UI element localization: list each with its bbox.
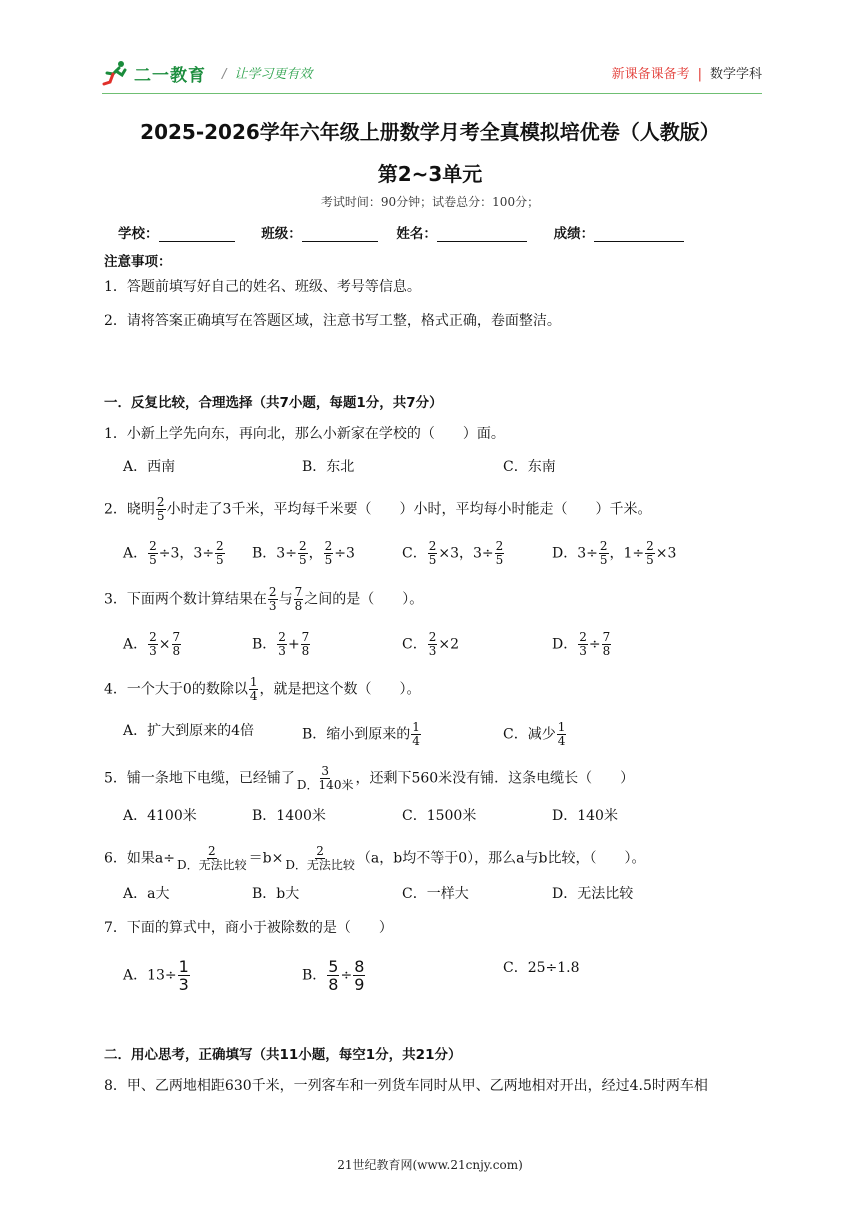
student-info-fields <box>118 222 684 242</box>
logo-text: 二一教育 <box>134 65 206 86</box>
q2-option-a[interactable]: A． $\frac{2}{5}$ ÷3，3÷ $\frac{2}{5}$ <box>123 539 224 567</box>
q4-option-c[interactable]: C．减少 $\frac{1}{4}$ <box>503 720 566 748</box>
page-header <box>102 58 762 88</box>
school-blank[interactable] <box>159 227 235 242</box>
q4-option-b[interactable]: B．缩小到原来的 $\frac{1}{4}$ <box>302 720 420 748</box>
q1-option-a[interactable]: A．西南 <box>123 459 176 475</box>
q3-option-a[interactable]: A． $\frac{2}{3}$ × $\frac{7}{8}$ <box>123 630 181 658</box>
score-label: 成绩： <box>553 226 595 242</box>
question-4: 4．一个大于0的数除以 $\frac{1}{4}$ ，就是把这个数（ ）。 <box>104 675 421 703</box>
q6-option-d[interactable]: D．无法比较 <box>552 886 634 902</box>
score-blank[interactable] <box>594 227 684 242</box>
q2-option-d[interactable]: D．3÷ $\frac{2}{5}$ ，1÷ $\frac{2}{5}$ ×3 <box>552 539 677 567</box>
q6-option-c[interactable]: C．一样大 <box>402 886 469 902</box>
name-blank[interactable] <box>437 227 527 242</box>
question-3: 3．下面两个数计算结果在 $\frac{2}{3}$ 与 $\frac{7}{8}$ 之间的是（ ）。 <box>104 585 424 613</box>
question-5: 5．铺一条地下电缆，已经铺了 $\frac{3}{\text{D．140米}}$ ，还剩下560米没有铺．这条电缆长（ ） <box>104 764 635 792</box>
q3-option-d[interactable]: D． $\frac{2}{3}$ ÷ $\frac{7}{8}$ <box>552 630 611 658</box>
runner-logo-icon <box>102 60 130 86</box>
section-2-heading: 二．用心思考，正确填写（共11小题，每空1分，共21分） <box>104 1047 462 1063</box>
q4-option-a[interactable]: A．扩大到原来的4倍 <box>123 723 255 739</box>
slogan: / 让学习更有效 <box>222 67 313 82</box>
fraction: $\frac{2}{5}$ <box>156 495 165 523</box>
q7-option-c[interactable]: C．25÷1.8 <box>503 960 580 976</box>
notes-heading: 注意事项： <box>104 254 172 270</box>
q7-option-a[interactable]: A．13÷ $\frac{1}{3}$ <box>123 957 189 994</box>
q3-option-c[interactable]: C． $\frac{2}{3}$ ×2 <box>402 630 459 658</box>
note-1: 1．答题前填写好自己的姓名、班级、考号等信息。 <box>104 279 421 295</box>
header-divider <box>102 93 762 94</box>
name-label: 姓名： <box>396 226 437 242</box>
q1-option-c[interactable]: C．东南 <box>503 459 556 475</box>
q2-option-c[interactable]: C． $\frac{2}{5}$ ×3，3÷ $\frac{2}{5}$ <box>402 539 504 567</box>
note-2: 2．请将答案正确填写在答题区域，注意书写工整，格式正确，卷面整洁。 <box>104 313 561 329</box>
question-7: 7．下面的算式中，商小于被除数的是（ ） <box>104 920 393 936</box>
page-subtitle-unit: 第2~3单元 <box>377 162 483 186</box>
exam-info: 考试时间：90分钟；试卷总分：100分； <box>320 195 540 209</box>
page-footer: 21世纪教育网(www.21cnjy.com) <box>337 1158 523 1172</box>
question-1: 1．小新上学先向东，再向北，那么小新家在学校的（ ）面。 <box>104 426 505 442</box>
q5-option-c[interactable]: C．1500米 <box>402 808 477 824</box>
class-blank[interactable] <box>302 227 378 242</box>
question-6: 6．如果a÷ $\frac{2}{\text{D．无法比较}}$ ＝b× $\frac{2}{\text{D．无法比较}}$ （a，b均不等于0），那么a与b比较，（ ）。 <box>104 844 646 872</box>
q3-option-b[interactable]: B． $\frac{2}{3}$ + $\frac{7}{8}$ <box>252 630 310 658</box>
page-title: 2025-2026学年六年级上册数学月考全真模拟培优卷（人教版） <box>140 120 720 144</box>
section-1-heading: 一．反复比较，合理选择（共7小题，每题1分，共7分） <box>104 395 443 411</box>
q6-option-b[interactable]: B．b大 <box>252 886 300 902</box>
q1-option-b[interactable]: B．东北 <box>302 459 355 475</box>
q5-option-a[interactable]: A．4100米 <box>123 808 197 824</box>
class-label: 班级： <box>261 226 302 242</box>
school-label: 学校： <box>118 226 159 242</box>
logo <box>102 58 206 88</box>
question-8: 8．甲、乙两地相距630千米，一列客车和一列货车同时从甲、乙两地相对开出，经过4.5时两车相 <box>104 1078 708 1094</box>
q5-option-b[interactable]: B．1400米 <box>252 808 326 824</box>
question-2: 2．晓明 $\frac{2}{5}$ 小时走了3千米，平均每千米要（ ）小时，平均每小时能走（ ）千米。 <box>104 495 652 523</box>
q6-option-a[interactable]: A．a大 <box>123 886 170 902</box>
q7-option-b[interactable]: B． $\frac{5}{8}$ ÷ $\frac{8}{9}$ <box>302 957 365 994</box>
q2-option-b[interactable]: B．3÷ $\frac{2}{5}$ ， $\frac{2}{5}$ ÷3 <box>252 539 355 567</box>
header-subject: 新课备课备考 | 数学学科 <box>611 67 762 82</box>
q5-option-d[interactable]: D．140米 <box>552 808 618 824</box>
